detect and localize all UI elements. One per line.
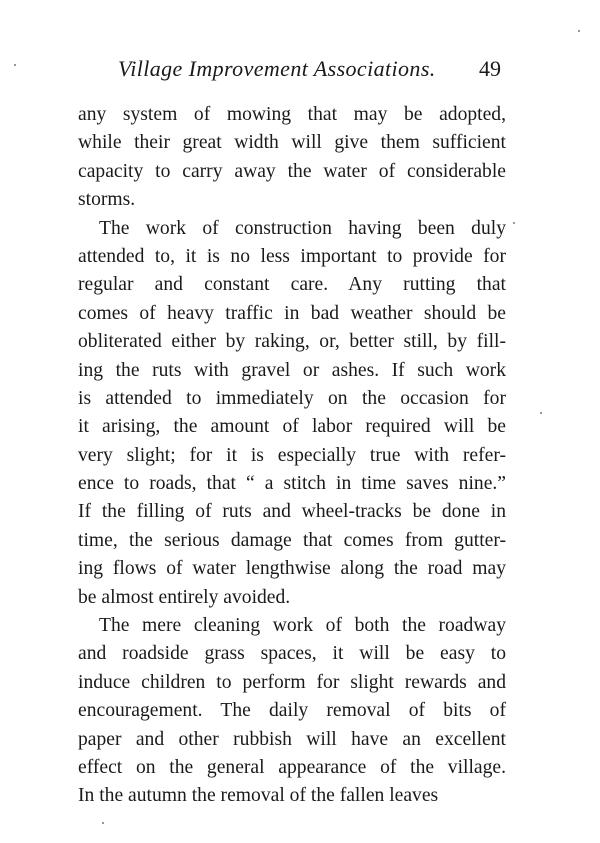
text-line: it arising, the amount of labor required will be xyxy=(78,416,506,438)
paragraph xyxy=(78,215,506,612)
scan-speck xyxy=(540,412,542,414)
scan-speck xyxy=(578,30,580,32)
scan-speck xyxy=(513,222,515,224)
text-line: In the autumn the removal of the fallen leaves xyxy=(78,785,439,807)
scan-speck xyxy=(14,64,16,66)
text-line: attended to, it is no less important to provide for xyxy=(78,245,506,267)
text-line: time, the serious damage that comes from gutter- xyxy=(78,529,506,551)
text-line: any system of mowing that may be adopted, xyxy=(78,104,506,125)
text-line: be almost entirely avoided. xyxy=(78,586,291,608)
text-line: very slight; for it is especially true with refer- xyxy=(78,444,506,466)
text-line: ence to roads, that “ a stitch in time saves nine.” xyxy=(78,473,506,495)
text-line: If the filling of ruts and wheel-tracks be done in xyxy=(78,501,506,523)
text-line: paper and other rubbish will have an excellent xyxy=(78,728,506,750)
text-line: The work of construction having been duly xyxy=(99,217,506,239)
body-text xyxy=(78,101,506,811)
text-line: ing flows of water lengthwise along the road may xyxy=(78,558,506,580)
text-line: induce children to perform for slight rewards and xyxy=(78,671,506,693)
text-line: while their great width will give them sufficient xyxy=(78,132,506,154)
text-line: ing the ruts with gravel or ashes. If such work xyxy=(78,359,506,381)
text-line: encouragement. The daily removal of bits of xyxy=(78,700,506,722)
running-head xyxy=(0,56,600,90)
text-line: is attended to immediately on the occasion for xyxy=(78,387,506,409)
text-line: obliterated either by raking, or, better still, by fill- xyxy=(78,331,506,353)
running-title: Village Improvement Associations. xyxy=(118,56,436,81)
text-line: regular and constant care. Any rutting that xyxy=(78,274,506,296)
text-line: effect on the general appearance of the village. xyxy=(78,756,506,778)
text-line: storms. xyxy=(78,189,136,211)
scan-speck xyxy=(102,822,104,824)
text-line: capacity to carry away the water of considerable xyxy=(78,160,506,182)
page-number: 49 xyxy=(479,56,501,81)
text-line: and roadside grass spaces, it will be easy to xyxy=(78,643,506,665)
text-line: comes of heavy traffic in bad weather should be xyxy=(78,302,506,324)
paragraph xyxy=(78,101,506,215)
text-line: The mere cleaning work of both the roadway xyxy=(99,615,506,637)
paragraph xyxy=(78,612,506,811)
